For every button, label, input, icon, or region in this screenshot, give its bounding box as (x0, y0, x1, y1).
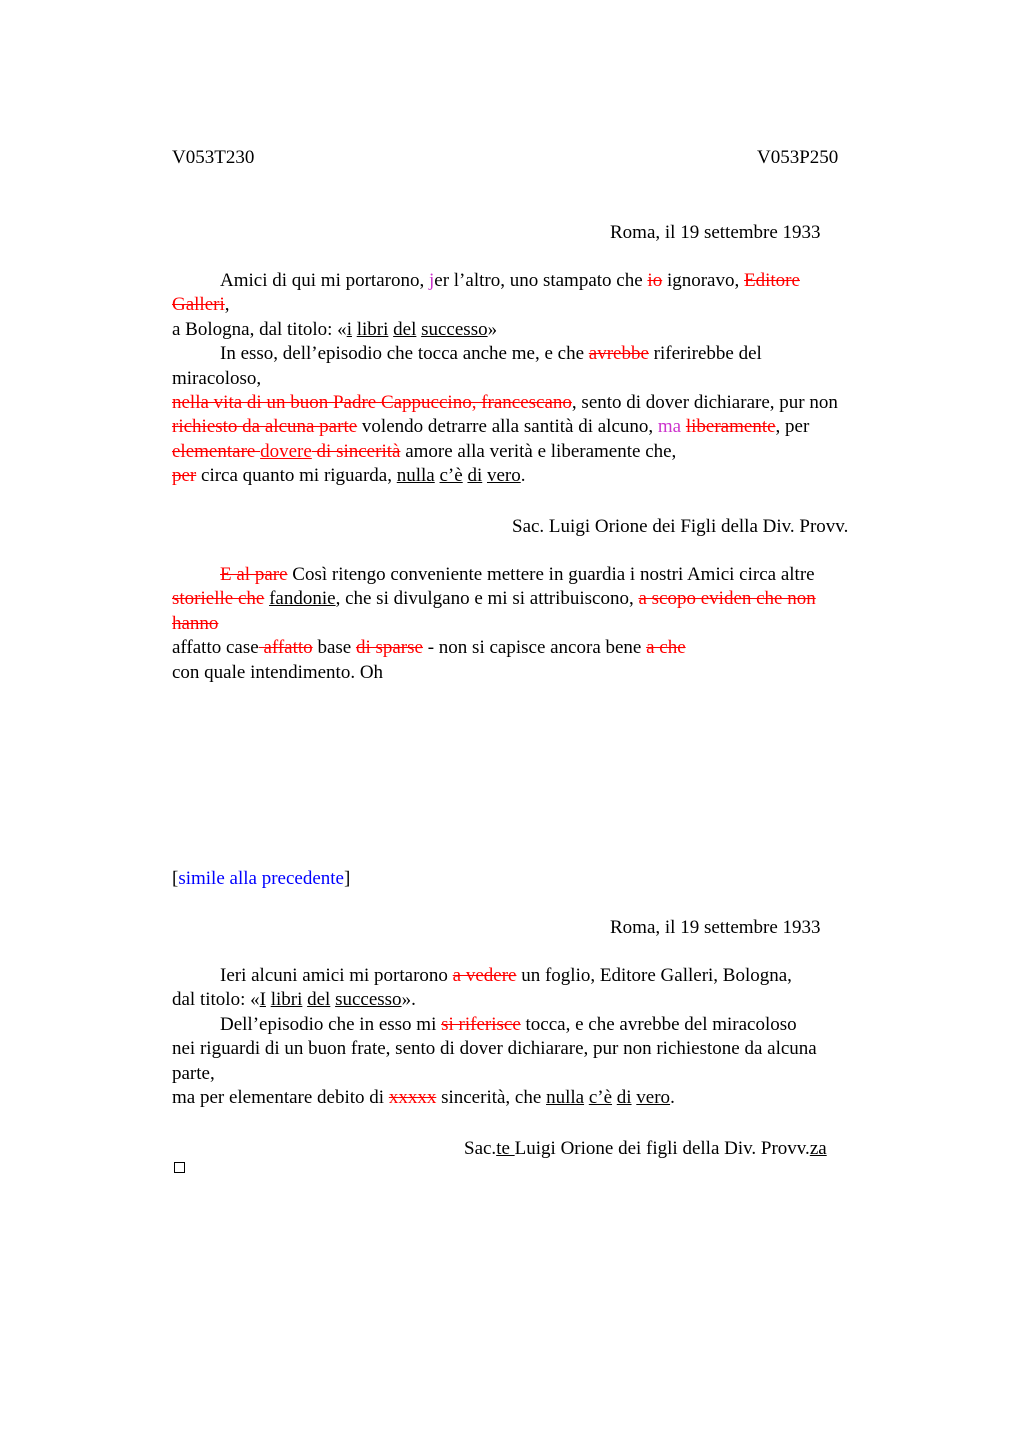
letter1-line-9 (172, 464, 902, 488)
ps-line-1 (172, 563, 902, 587)
underlined-word: di (616, 1086, 632, 1108)
superscript-abbrev: za (809, 1138, 827, 1159)
text: , per (775, 416, 810, 438)
editorial-note (172, 867, 350, 891)
text: , sento di dover dichiarare, pur non (571, 391, 838, 413)
underlined-word: libri (270, 989, 303, 1011)
underlined-word: c’è (588, 1086, 613, 1108)
text: volendo detrarre alla santità di alcuno, (357, 416, 658, 438)
underlined-word: vero (636, 1086, 671, 1108)
text: Ieri alcuni amici mi portarono (220, 965, 453, 986)
deletion: per (172, 465, 197, 487)
text: , (224, 294, 230, 316)
letter1-line-2 (172, 293, 902, 317)
deletion: avrebbe (588, 343, 649, 365)
letter1-signature: Sac. Luigi Orione dei Figli della Div. Provv. (512, 516, 849, 537)
letter2-signature (464, 1137, 827, 1161)
text: Sac. (464, 1138, 497, 1159)
ps-line-4 (172, 636, 902, 660)
insertion: j (428, 270, 435, 291)
text: base (312, 637, 356, 659)
underlined-word: del (307, 989, 331, 1011)
text: er l’altro, uno stampato che (434, 270, 648, 291)
ps-line-5: con quale intendimento. Oh (172, 661, 384, 683)
deletion: a scopo eviden che non (638, 588, 816, 610)
text: Così ritengo conveniente mettere in guardia i nostri Amici circa altre (287, 564, 815, 585)
text: amore alla verità e liberamente che, (400, 440, 677, 462)
underlined-word: successo (421, 318, 488, 340)
insertion: ma (657, 416, 682, 438)
bracket: ] (343, 868, 351, 889)
text: tocca, e che avrebbe del miracoloso (520, 1013, 797, 1035)
letter1-line-4 (172, 342, 902, 366)
letter2-line-4: nei riguardi di un buon frate, sento di dover dichiarare, pur non richiestone da alcuna (172, 1038, 817, 1060)
underlined-word: successo (335, 989, 402, 1011)
superscript-abbrev: te (496, 1138, 515, 1159)
deletion: richiesto da alcuna parte (172, 416, 358, 438)
text: a Bologna, dal titolo: « (172, 318, 347, 340)
deletion: affatto (258, 637, 313, 659)
deletion: E al pare (220, 564, 288, 585)
deletion: a vedere (452, 965, 517, 986)
text: Dell’episodio che in esso mi (220, 1013, 442, 1035)
text: sincerità, che (436, 1086, 547, 1108)
underlined-word: vero (486, 465, 521, 487)
text: Luigi Orione dei figli della Div. Provv. (514, 1138, 810, 1159)
letter1-line-5: miracoloso, (172, 367, 262, 389)
text: . (670, 1086, 675, 1108)
text: affatto case (172, 637, 259, 659)
text: riferirebbe del (648, 343, 762, 365)
document-code-left: V053T230 (172, 147, 255, 168)
letter1-body (172, 269, 902, 489)
deletion: di sincerità (311, 440, 401, 462)
underlined-word: fandonie (269, 588, 336, 610)
underlined-word: di (467, 465, 483, 487)
text: dal titolo: « (172, 989, 260, 1011)
text: » (487, 318, 498, 340)
deletion: nella vita di un buon Padre Cappuccino, francescano (172, 391, 572, 413)
underlined-word: i (346, 318, 352, 340)
deletion: Galleri (172, 294, 225, 316)
text: circa quanto mi riguarda, (196, 465, 397, 487)
text: ma per elementare debito di (172, 1086, 389, 1108)
text: ignoravo, (662, 270, 744, 291)
deletion: io (647, 270, 663, 291)
note-text: simile alla precedente (178, 868, 344, 889)
deletion: liberamente (685, 416, 776, 438)
letter1-line-6 (172, 391, 902, 415)
letter2-line-5: parte, (172, 1062, 215, 1084)
text: - non si capisce ancora bene (422, 637, 647, 659)
checkbox-square-icon (174, 1162, 185, 1173)
deletion: xxxxx (388, 1086, 437, 1108)
letter2-line-2 (172, 988, 902, 1012)
deletion: Editore (744, 270, 800, 291)
letter1-line-1 (172, 269, 902, 293)
letter1-line-7 (172, 415, 902, 439)
letter2-body (172, 964, 902, 1110)
underlined-word: del (393, 318, 417, 340)
deletion: storielle che (172, 588, 265, 610)
text: Amici di qui mi portarono, (220, 270, 429, 291)
letter2-date: Roma, il 19 settembre 1933 (610, 917, 821, 938)
deletion: a che (646, 637, 686, 659)
document-code-right: V053P250 (757, 147, 839, 168)
letter1-date: Roma, il 19 settembre 1933 (610, 222, 821, 243)
deletion-underlined: dovere (260, 440, 312, 462)
letter1-line-3 (172, 318, 902, 342)
text: un foglio, Editore Galleri, Bologna, (516, 965, 792, 986)
ps-line-2 (172, 587, 902, 611)
deletion: elementare (172, 440, 261, 462)
underlined-word: c’è (439, 465, 463, 487)
deletion: si riferisce (441, 1013, 521, 1035)
underlined-word: nulla (396, 465, 435, 487)
letter2-line-3 (172, 1013, 902, 1037)
underlined-word: I (259, 989, 266, 1011)
letter1-postscript (172, 563, 902, 685)
ps-line-3 (172, 612, 902, 636)
letter1-line-8 (172, 440, 902, 464)
text: ». (401, 989, 416, 1011)
text: , che si divulgano e mi si attribuiscono, (335, 588, 639, 610)
bracket: [ (172, 868, 179, 889)
letter2-line-6 (172, 1086, 902, 1110)
letter2-line-1 (172, 964, 902, 988)
deletion: di sparse (355, 637, 423, 659)
text: . (520, 465, 526, 487)
underlined-word: nulla (546, 1086, 585, 1108)
underlined-word: libri (356, 318, 389, 340)
text: In esso, dell’episodio che tocca anche me, e che (220, 343, 589, 365)
deletion: hanno (172, 612, 219, 634)
